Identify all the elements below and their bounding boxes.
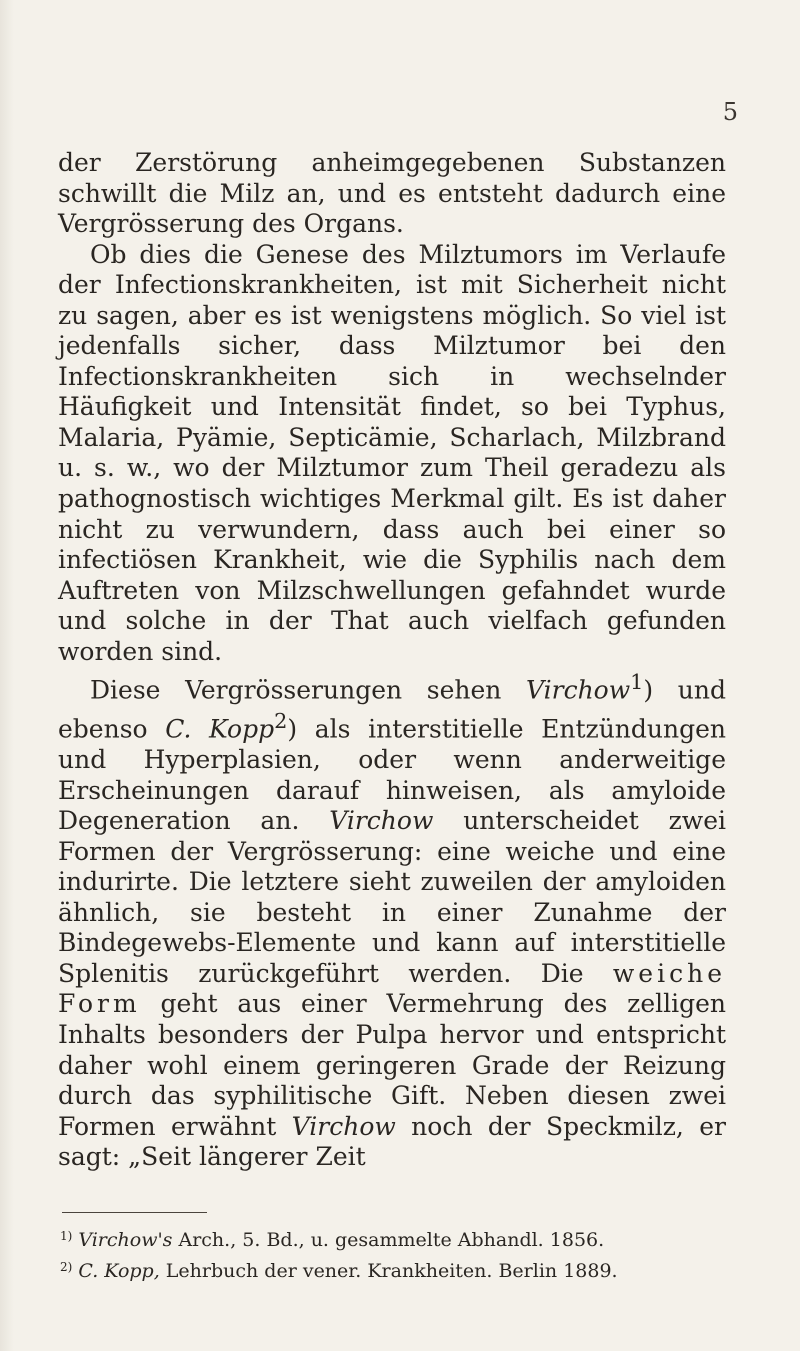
footnote-paren: ) — [67, 1260, 73, 1274]
footnote-divider — [62, 1212, 207, 1213]
footnote-2 — [60, 1254, 730, 1285]
footnote-ref-2: 2 — [274, 709, 288, 734]
author-virchow: Virchow — [291, 1111, 396, 1141]
spaced-emphasis: weiche Form — [58, 958, 726, 1019]
footnote-text: Lehrbuch der vener. Krankheiten. Berlin 1889. — [159, 1260, 618, 1282]
paragraph-3-text: noch der Speckmilz, er sagt: „Seit längerer Zeit — [58, 1111, 726, 1172]
page-number: 5 — [722, 98, 738, 126]
paragraph-3 — [58, 667, 726, 1172]
author-virchow: Virchow — [329, 806, 434, 836]
author-virchow: Virchow — [526, 675, 631, 705]
paragraph-2: Ob dies die Genese des Milztumors im Verlaufe der Infectionskrankheiten, ist mit Sicherheit nicht zu sagen, aber es ist wenigstens möglich. So viel ist jedenfalls sicher, dass Milztumor bei den Infectionskrankheiten sich in wechselnder Häufigkeit und Intensität findet, so bei Typhus, Malaria, Pyämie, Septicämie, Scharlach, Milzbrand u. s. w., wo der Milztumor zum Theil geradezu als pathognostisch wichtiges Merkmal gilt. Es ist daher nicht zu verwundern, dass auch bei einer so infectiösen Krankheit, wie die Syphilis nach dem Auftreten von Milzschwellungen gefahndet wurde und solche in der That auch vielfach gefunden worden sind. — [58, 239, 726, 666]
footnote-marker: 1 — [60, 1229, 68, 1243]
paragraph-3-text: geht aus einer Vermehrung des zelligen Inhalts besonders der Pulpa hervor und entspricht daher wohl einem geringeren Grade der Reizung durch das syphilitische Gift. Neben diesen zwei Formen erwähnt — [58, 989, 726, 1141]
footnote-author: C. Kopp, — [78, 1260, 160, 1282]
footnote-author: Virchow's — [78, 1229, 173, 1251]
paragraph-1: der Zerstörung anheimgegebenen Substanzen schwillt die Milz an, und es entsteht dadurch eine Vergrösserung des Organs. — [58, 148, 726, 239]
footnote-text: Arch., 5. Bd., u. gesammelte Abhandl. 1856. — [172, 1229, 605, 1251]
paragraph-3-text: Diese Vergrösserungen sehen — [90, 675, 527, 705]
paragraph-3-text: ) und ebenso — [58, 675, 727, 744]
footnote-marker: 2 — [60, 1260, 68, 1274]
paragraph-3-text: ) als interstitielle Entzündungen und Hyperplasien, oder wenn anderweitige Erscheinungen darauf hinweisen, als amyloide Degeneration an. — [58, 714, 727, 836]
footnote-ref-1: 1 — [630, 670, 644, 695]
body-text — [58, 148, 726, 1173]
footnote-1 — [60, 1223, 730, 1254]
footnote-paren: ) — [67, 1229, 73, 1243]
footnotes — [60, 1223, 730, 1285]
author-kopp: C. Kopp — [165, 714, 275, 744]
paragraph-3-text: unterscheidet zwei Formen der Vergrösserung: eine weiche und eine indurirte. Die letztere sieht zuweilen der amyloiden ähnlich, sie besteht in einer Zunahme der Bindegewebs-Elemente und kann auf interstitielle Splenitis zurückgeführt werden. Die — [58, 806, 726, 988]
